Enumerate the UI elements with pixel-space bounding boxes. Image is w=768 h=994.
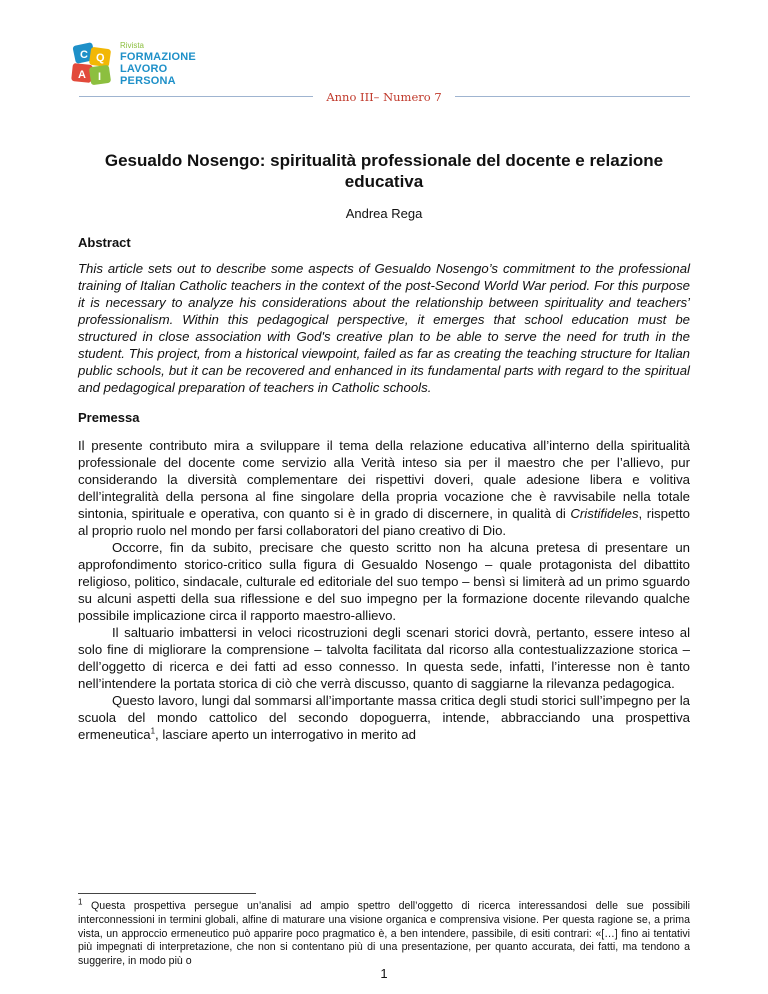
puzzle-letter-a: A bbox=[78, 69, 86, 81]
logo-small-label: Rivista bbox=[120, 41, 145, 50]
footnote-number: 1 bbox=[78, 897, 83, 907]
paragraph-1 bbox=[78, 437, 690, 539]
issue-label: Anno III– Numero 7 bbox=[0, 90, 768, 104]
logo-line-3: PERSONA bbox=[120, 75, 176, 87]
footnote-reference[interactable]: 1 bbox=[150, 726, 156, 736]
paragraph-1-italic: Cristifideles bbox=[570, 506, 639, 521]
paragraph-1-text: Il presente contributo mira a sviluppare il tema della relazione educativa all’interno della spiritualità professionale del docente come servizio alla Verità inteso sia per il maestro che per l’allievo, pur considerando la diversità complementare dei rispettivi doveri, quale adesione libera e volitiva dell’integralità della persona al fine singolare della propria vocazione che è ravvisabile nella totale sintonia, spirituale e operativa, con quanto si è in grado di discernere, in qualità di bbox=[78, 438, 690, 521]
footnote bbox=[78, 897, 690, 969]
paragraph-4-text: Questo lavoro, lungi dal sommarsi all’importante massa critica degli studi storici sull’impegno per la scuola del mondo cattolico del secondo dopoguerra, intende, abbracciando una prospettiva ermeneutica bbox=[78, 693, 690, 742]
article-title: Gesualdo Nosengo: spiritualità professionale del docente e relazione educativa bbox=[104, 151, 664, 191]
footnote-text: Questa prospettiva persegue un’analisi ad ampio spettro dell’oggetto di ricerca interessandosi delle sue possibili interconnessioni in termini globali, alfine di maturare una visione organica e comprensiva visione. Per questa ragione se, a prima vista, un approccio ermeneutico può apparire poco pragmatico è, a ben intendere, passibile, di esiti contrari: «[…] fino ai tentativi più impegnati di interpretazione, che non si contentano più di una presentazione, per quanto accurata, dei fatti, ma tendono a suggerire, in modo più o bbox=[78, 900, 690, 968]
puzzle-letter-q: Q bbox=[96, 52, 105, 64]
article-body bbox=[78, 150, 690, 743]
logo-line-2: LAVORO bbox=[120, 63, 168, 75]
logo-line-1: FORMAZIONE bbox=[120, 51, 196, 63]
footnote-divider bbox=[78, 893, 256, 894]
puzzle-letter-c: C bbox=[80, 49, 88, 61]
paragraph-3: Il saltuario imbattersi in veloci ricostruzioni degli scenari storici dovrà, pertanto, essere inteso al solo fine di migliorare la comprensione – talvolta facilitata dal ricorso alla contestualizzazione storica – dell’oggetto di ricerca e dei fatti ad esso connesso. In questa sede, infatti, l’interesse non è tanto nell’intendere la portata storica di ciò che verrà discusso, quanto di saggiarne la rilevanza pedagogica. bbox=[78, 625, 690, 691]
abstract-text: This article sets out to describe some aspects of Gesualdo Nosengo’s commitment to the professional training of Italian Catholic teachers in the context of the post-Second World War period. For this purpose it is necessary to analyze his considerations about the relationship between spirituality and teachers’ professionalism. Within this pedagogical perspective, it emerges that school education must be structured in close association with God's creative plan to be able to serve the need for truth in the student. This project, from a historical viewpoint, failed as far as creating the teaching structure for Italian public schools, but it can be recovered and enhanced in its fundamental parts with regard to the spiritual and pedagogical preparation of teachers in Catholic schools. bbox=[78, 261, 690, 395]
section-heading-premessa: Premessa bbox=[78, 410, 140, 425]
page-number: 1 bbox=[380, 966, 388, 981]
paragraph-4-text-end: , lasciare aperto un interrogativo in merito ad bbox=[155, 727, 416, 742]
article-author: Andrea Rega bbox=[345, 206, 423, 221]
puzzle-letter-i: I bbox=[98, 71, 102, 83]
abstract-heading: Abstract bbox=[78, 235, 131, 250]
paragraph-2: Occorre, fin da subito, precisare che questo scritto non ha alcuna pretesa di presentare un approfondimento storico-critico sulla figura di Gesualdo Nosengo – quale protagonista del dibattito religioso, politico, sindacale, culturale ed editoriale del suo tempo – bensì si limiterà ad un primo sguardo su alcuni aspetti della sua riflessione e del suo impegno per la formazione docente rilevando qualche possibile implicazione circa il rapporto maestro-allievo. bbox=[78, 540, 690, 623]
paragraph-4 bbox=[78, 692, 690, 743]
logo-wordmark bbox=[120, 42, 196, 87]
paragraph-1-text-end: , rispetto al proprio ruolo nel mondo per farsi collaboratori del piano creativo di Dio. bbox=[78, 506, 690, 538]
